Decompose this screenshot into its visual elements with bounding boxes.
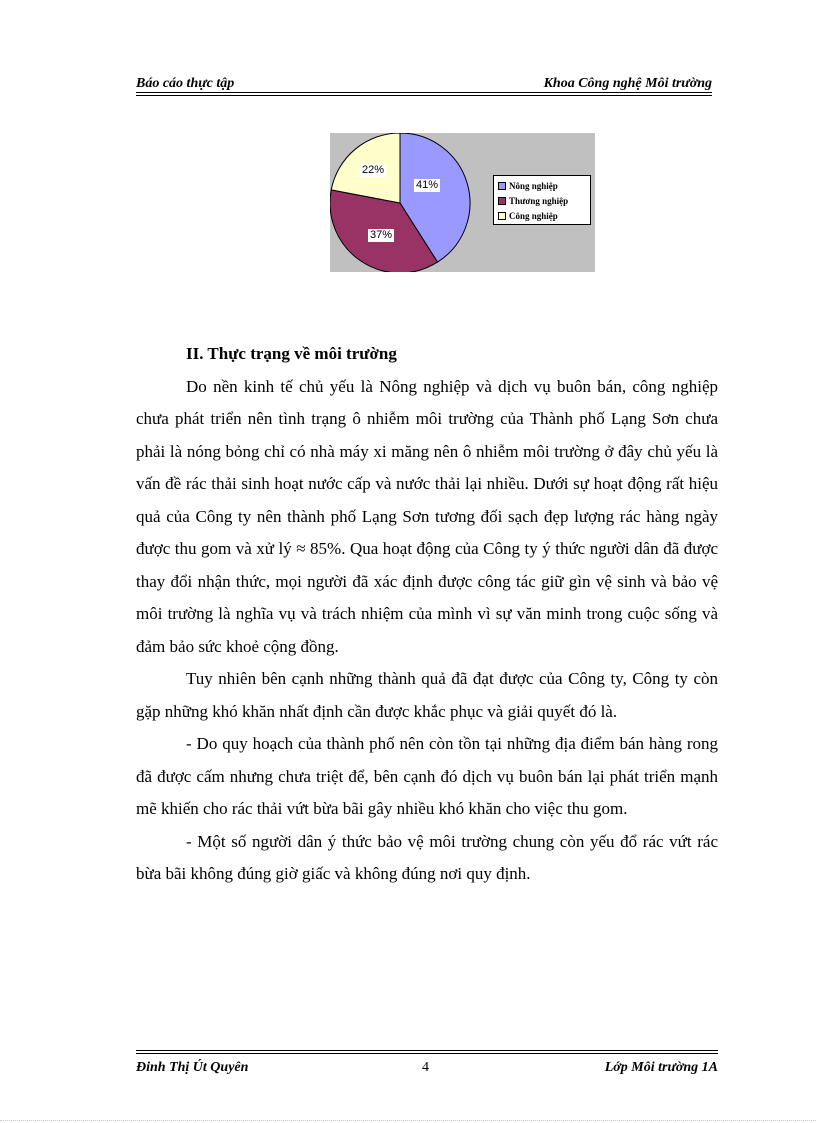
legend-label: Công nghiệp xyxy=(509,211,558,221)
pie-chart xyxy=(330,133,595,272)
section-heading: II. Thực trạng về môi trường xyxy=(186,344,397,363)
footer-rule xyxy=(136,1050,718,1051)
legend-item-nong-nghiep xyxy=(498,180,558,192)
slice-label-cong-nghiep: 22% xyxy=(362,164,385,176)
paragraph: Do nền kinh tế chủ yếu là Nông nghiệp và dịch vụ buôn bán, công nghiệp chưa phát triển nên tình trạng ô nhiễm môi trường của Thành phố Lạng Sơn chưa phải là nóng bỏng chỉ có nhà máy xi măng nên ô nhiễm môi trường ở đây chủ yếu là vấn đề rác thải sinh hoạt nước cấp và nước thải lại nhiều. Dưới sự hoạt động rất hiệu quả của Công ty nên thành phố Lạng Sơn tương đối sạch đẹp lượng rác hàng ngày được thu gom và xử lý ≈ 85%. Qua hoạt động của Công ty ý thức người dân đã được thay đổi nhận thức, mọi người đã xác định được công tác giữ gìn vệ sinh và bảo vệ môi trường là nghĩa vụ và trách nhiệm của mình vì sự văn minh trong cuộc sống và đảm bảo sức khoẻ cộng đồng. xyxy=(136,376,718,656)
header-rule xyxy=(136,92,712,93)
paragraph: - Do quy hoạch của thành phố nên còn tồn tại những địa điểm bán hàng rong đã được cấm nhưng chưa triệt để, bên cạnh đó dịch vụ buôn bán lại phát triển mạnh mẽ khiến cho rác thải vứt bừa bãi gây nhiều khó khăn cho việc thu gom. xyxy=(136,734,718,818)
legend-swatch xyxy=(498,182,506,190)
legend-item-thuong-nghiep xyxy=(498,195,568,207)
legend-swatch xyxy=(498,197,506,205)
legend-swatch xyxy=(498,212,506,220)
chart-legend xyxy=(493,175,591,225)
legend-label: Thương nghiệp xyxy=(509,196,569,206)
header-left-text: Báo cáo thực tập xyxy=(136,76,235,91)
slice-label-nong-nghiep: 41% xyxy=(416,179,439,191)
page-header xyxy=(136,74,712,94)
page-footer xyxy=(136,1048,718,1082)
legend-label: Nông nghiệp xyxy=(509,181,558,191)
paragraph: - Một số người dân ý thức bảo vệ môi trường chung còn yếu đổ rác vứt rác bừa bãi không đúng giờ giấc và không đúng nơi quy định. xyxy=(136,831,718,883)
page-edge-divider xyxy=(0,1120,816,1121)
paragraph: Tuy nhiên bên cạnh những thành quả đã đạt được của Công ty, Công ty còn gặp những khó khăn nhất định cần được khắc phục và giải quyết đó là. xyxy=(136,669,718,721)
header-right-text: Khoa Công nghệ Môi trường xyxy=(543,76,712,91)
footer-class: Lớp Môi trường 1A xyxy=(604,1060,718,1075)
section-body xyxy=(136,338,718,891)
footer-author: Đinh Thị Út Quyên xyxy=(136,1060,249,1075)
slice-label-thuong-nghiep: 37% xyxy=(370,229,393,241)
header-rule-double xyxy=(136,95,712,96)
page-number: 4 xyxy=(422,1060,429,1075)
legend-item-cong-nghiep xyxy=(498,210,558,222)
footer-rule-double xyxy=(136,1053,718,1054)
